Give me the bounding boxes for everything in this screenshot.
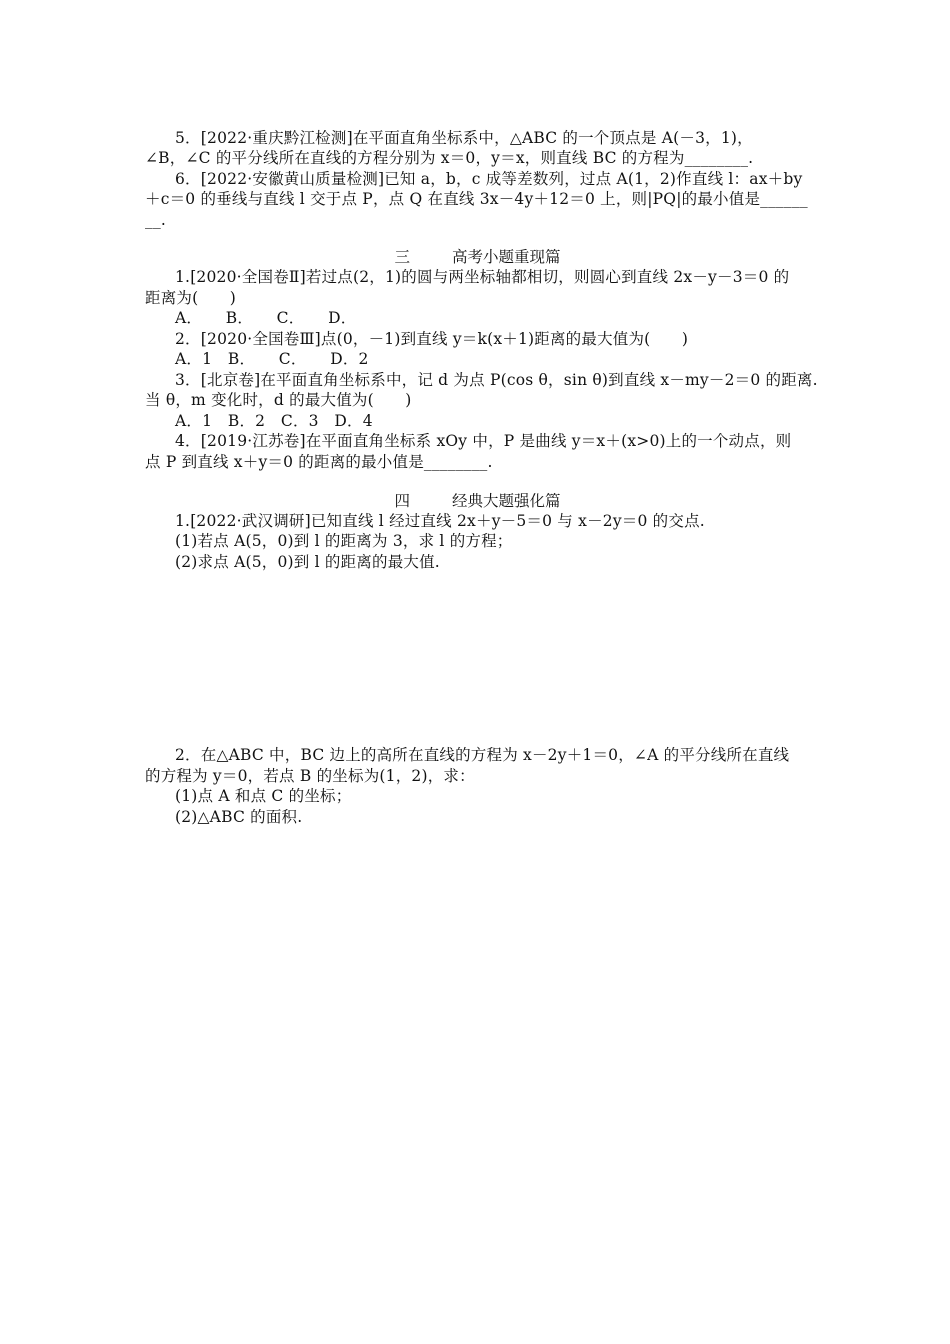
s4-problem-1-part-2: (2)求点 A(5，0)到 l 的距离的最大值. <box>175 553 440 571</box>
s3-problem-4-line-2: 点 P 到直线 x＋y＝0 的距离的最小值是________. <box>145 453 493 471</box>
problem-5-line-2: ∠B，∠C 的平分线所在直线的方程分别为 x＝0，y＝x，则直线 BC 的方程为________. <box>145 149 754 167</box>
problem-6-line-1: 6．[2022·安徽黄山质量检测]已知 a，b，c 成等差数列，过点 A(1，2)作直线 l：ax＋by <box>175 170 803 188</box>
section-4-number: 四 <box>394 492 410 510</box>
section-3-number: 三 <box>394 248 410 266</box>
s3-problem-2-line-1: 2．[2020·全国卷Ⅲ]点(0，－1)到直线 y＝k(x＋1)距离的最大值为( ) <box>175 330 689 348</box>
problem-6-line-2: ＋c＝0 的垂线与直线 l 交于点 P，点 Q 在直线 3x－4y＋12＝0 上，则|PQ|的最小值是______ <box>145 190 808 208</box>
section-4-title: 经典大题强化篇 <box>452 492 561 510</box>
s3-problem-1-line-2: 距离为( ) <box>145 289 236 307</box>
s4-problem-1-line-1: 1.[2022·武汉调研]已知直线 l 经过直线 2x＋y－5＝0 与 x－2y＝0 的交点. <box>175 512 705 530</box>
s3-problem-3-line-2: 当 θ，m 变化时，d 的最大值为( ) <box>145 391 412 409</box>
problem-5-line-1: 5．[2022·重庆黔江检测]在平面直角坐标系中，△ABC 的一个顶点是 A(－3，1)， <box>175 129 753 147</box>
s3-problem-1-line-1: 1.[2020·全国卷Ⅱ]若过点(2，1)的圆与两坐标轴都相切，则圆心到直线 2x－y－3＝0 的 <box>175 268 790 286</box>
s3-problem-4-line-1: 4．[2019·江苏卷]在平面直角坐标系 xOy 中，P 是曲线 y＝x＋(x>0)上的一个动点，则 <box>175 432 792 450</box>
s3-problem-3-options: A．1 B．2 C．3 D．4 <box>175 412 373 430</box>
s3-problem-3-line-1: 3．[北京卷]在平面直角坐标系中，记 d 为点 P(cos θ，sin θ)到直线 x－my－2＝0 的距离. <box>175 371 818 389</box>
section-4-heading <box>145 491 810 511</box>
section-3-heading <box>145 247 810 267</box>
s4-problem-2-part-2: (2)△ABC 的面积. <box>175 808 303 826</box>
s4-problem-2-line-2: 的方程为 y＝0，若点 B 的坐标为(1，2)，求： <box>145 767 475 785</box>
s4-problem-2-line-1: 2．在△ABC 中，BC 边上的高所在直线的方程为 x－2y＋1＝0，∠A 的平分线所在直线 <box>175 746 790 764</box>
s4-problem-1-part-1: (1)若点 A(5，0)到 l 的距离为 3，求 l 的方程； <box>175 532 513 550</box>
s3-problem-2-options: A．1 B． C． D．2 <box>175 350 369 368</box>
section-3-title: 高考小题重现篇 <box>452 248 561 266</box>
problem-6-line-3: __. <box>145 211 167 229</box>
s4-problem-2-part-1: (1)点 A 和点 C 的坐标； <box>175 787 352 805</box>
s3-problem-1-options: A． B． C． D． <box>175 309 357 327</box>
